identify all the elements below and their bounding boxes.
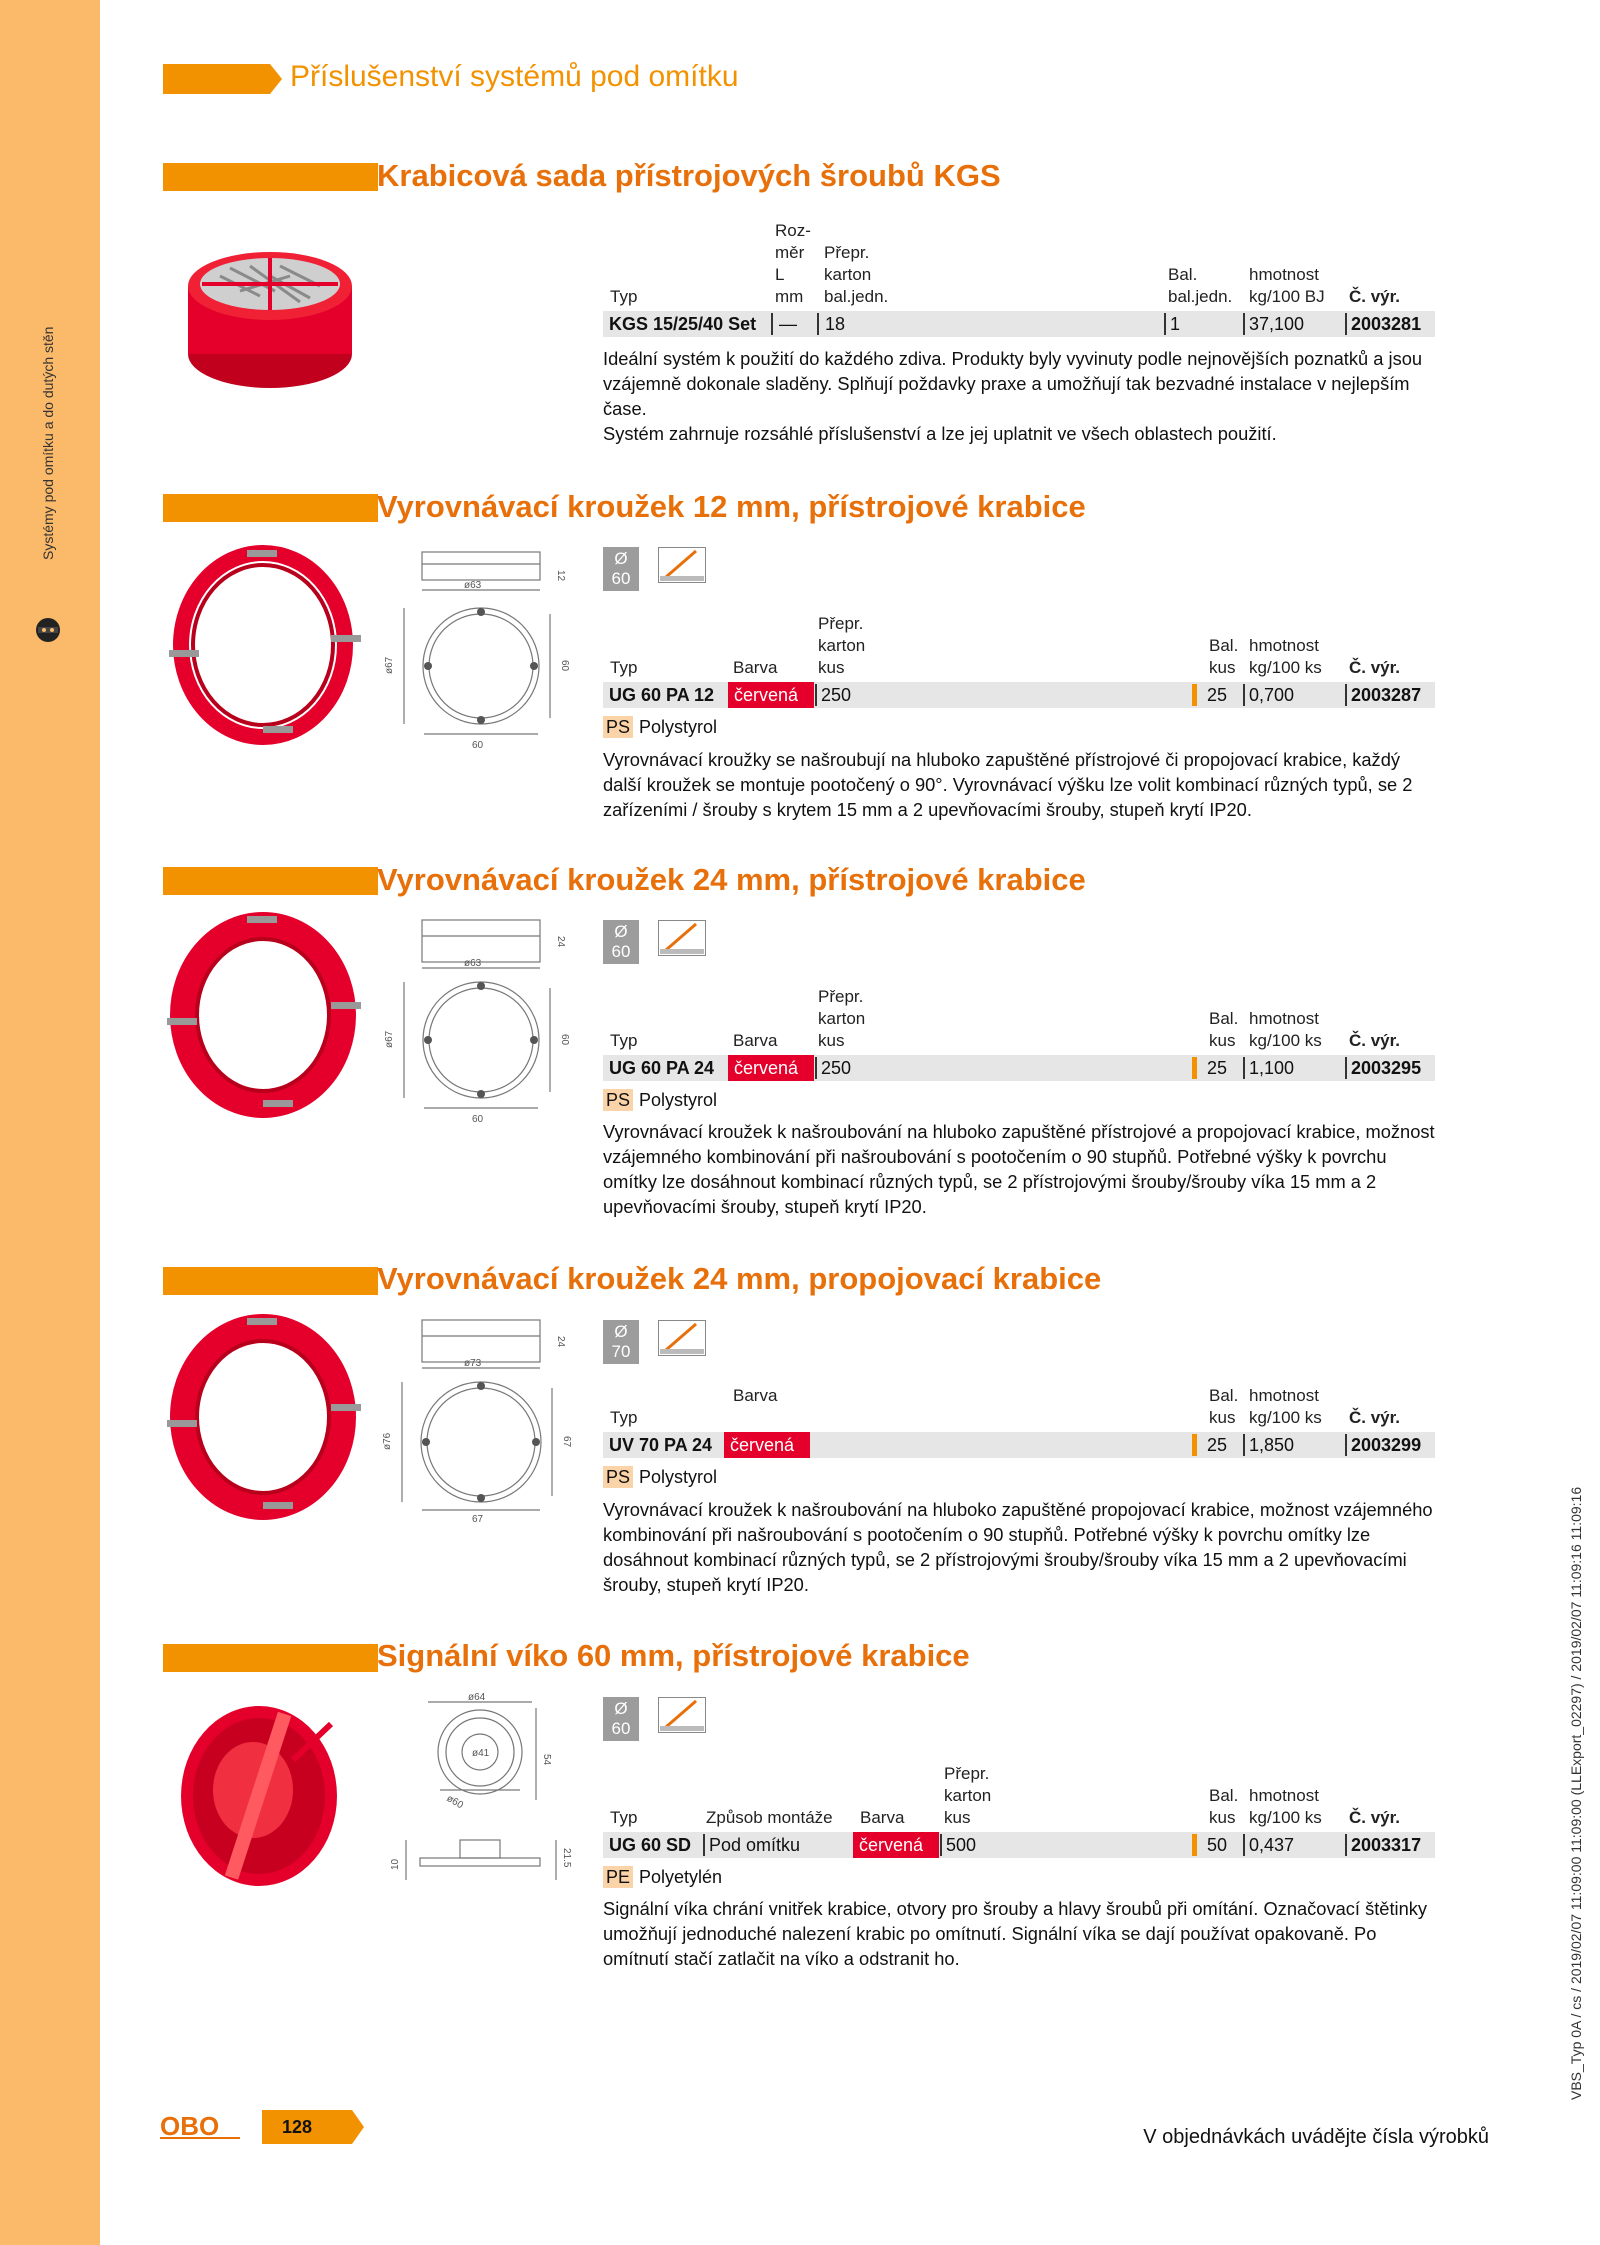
dim-height: 54 bbox=[541, 1754, 552, 1766]
dim-width: ø73 bbox=[464, 1358, 482, 1369]
cell-barva: červená bbox=[728, 682, 814, 708]
ring-24-junction-drawing bbox=[380, 1312, 580, 1522]
cell-barva: červená bbox=[853, 1832, 939, 1858]
socket-icon bbox=[34, 616, 62, 644]
table-row bbox=[603, 311, 1435, 337]
sidebar-label: Systémy pod omítku a do dutých stěn bbox=[40, 326, 56, 560]
header-hmotnost: hmotnost kg/100 BJ bbox=[1249, 265, 1325, 306]
header-cvyr: Č. výr. bbox=[1349, 1031, 1401, 1050]
cell-typ: UG 60 PA 12 bbox=[609, 685, 715, 705]
header-hmotnost: hmotnost kg/100 ks bbox=[1249, 1386, 1322, 1427]
header-typ: Typ bbox=[610, 1408, 638, 1427]
header-barva: Barva bbox=[733, 658, 778, 677]
flush-cert-icon bbox=[658, 547, 706, 583]
flush-cert-icon bbox=[658, 1697, 706, 1733]
header-cvyr: Č. výr. bbox=[1349, 287, 1401, 306]
section-title: Vyrovnávací kroužek 24 mm, propojovací krabice bbox=[377, 1261, 1102, 1296]
section-description: Vyrovnávací kroužky se našroubují na hluboko zapuštěné přístrojové či propojovací krabice, každý další kroužek se montuje pootočený o 90°. Vyrovnávací výšku lze volit kombinací různých typů, se 2 zařízeními / šrouby s krytem 15 mm a 2 upevňovacími šrouby, stupeň krytí IP20. bbox=[603, 749, 1413, 820]
section-description: Signální víka chrání vnitřek krabice, otvory pro šrouby a hlavy šroubů při omítání. Označovací štětinky umožňují jednoduché nalezení krabic po omítnutí. Signální víka se dají používat opakovaně. Po omítnutí stačí zatlačit na víko a odstranit ho. bbox=[603, 1898, 1428, 1969]
header-prepr: Přepr. karton kus bbox=[944, 1764, 992, 1827]
header-tab bbox=[163, 64, 270, 94]
table-row bbox=[603, 1432, 1435, 1458]
section-bar bbox=[163, 163, 378, 191]
section-bar bbox=[163, 494, 378, 522]
cell-typ: KGS 15/25/40 Set bbox=[609, 314, 757, 334]
dim-top: ø64 bbox=[468, 1692, 486, 1703]
material-tag: PS bbox=[603, 1089, 633, 1111]
header-hmotnost: hmotnost kg/100 ks bbox=[1249, 636, 1322, 677]
section-description: Vyrovnávací kroužek k našroubování na hluboko zapuštěné propojovací krabice, možnost vzájemného kombinování při našroubování s pootočením o 90 stupňů. Potřebné výšky k povrchu omítky lze dosáhnout kombinací různých typů, se 2 přístrojovými šrouby/šrouby víka 15 mm a 2 upevňovacími šrouby, stupeň krytí IP20. bbox=[603, 1499, 1433, 1595]
diameter-badge: Ø 70 bbox=[603, 1320, 639, 1364]
dim-width: ø63 bbox=[464, 958, 482, 969]
cell-montaz: Pod omítku bbox=[709, 1835, 801, 1855]
header-barva: Barva bbox=[733, 1031, 778, 1050]
header-hmotnost: hmotnost kg/100 ks bbox=[1249, 1009, 1322, 1050]
material-name: Polystyrol bbox=[639, 1467, 718, 1487]
signal-lid-drawing bbox=[380, 1690, 580, 1900]
flush-cert-icon bbox=[658, 1320, 706, 1356]
cell-prepr: 18 bbox=[825, 314, 846, 334]
cell-bal: 25 bbox=[1207, 1058, 1228, 1078]
cell-cvyr: 2003295 bbox=[1351, 1058, 1422, 1078]
dim-height: 24 bbox=[555, 936, 566, 948]
dim-side-a: 10 bbox=[390, 1858, 401, 1870]
header-cvyr: Č. výr. bbox=[1349, 1408, 1401, 1427]
section-bar bbox=[163, 1267, 378, 1295]
dim-inner: ø41 bbox=[472, 1748, 490, 1759]
ring-12-image bbox=[163, 540, 363, 750]
cell-hmotnost: 1,850 bbox=[1249, 1435, 1295, 1455]
header-montaz: Způsob montáže bbox=[706, 1808, 833, 1827]
diameter-badge: Ø 60 bbox=[603, 920, 639, 964]
material-name: Polyetylén bbox=[639, 1867, 723, 1887]
section-bar bbox=[163, 1644, 378, 1672]
section-title: Krabicová sada přístrojových šroubů KGS bbox=[377, 158, 1001, 193]
cell-bal: 1 bbox=[1170, 314, 1181, 334]
dim-outer: ø76 bbox=[382, 1432, 393, 1450]
header-typ: Typ bbox=[610, 1808, 638, 1827]
table-row bbox=[603, 1832, 1435, 1858]
cell-prepr: 250 bbox=[821, 685, 852, 705]
kgs-box-image bbox=[180, 236, 360, 396]
cell-barva: červená bbox=[728, 1055, 814, 1081]
header-bal: Bal. kus bbox=[1209, 1009, 1239, 1050]
header-rozmer: Roz- měr L mm bbox=[775, 221, 811, 306]
header-prepr: Přepr. karton bal.jedn. bbox=[824, 243, 889, 306]
header-bal: Bal. kus bbox=[1209, 636, 1239, 677]
section-description: Ideální systém k použití do každého zdiva. Produkty byly vyvinuty podle nejnovějších poznatků a jsou vzájemně dokonale sladěny. Splňují poždavky praxe a umožňují tak bezvadné instalace v nejlepším čase. Systém zahrnuje rozsáhlé příslušenství a lze jej uplatnit ve všech oblastech použití. bbox=[603, 348, 1423, 444]
dim-outer: ø67 bbox=[384, 656, 395, 674]
cell-typ: UG 60 PA 24 bbox=[609, 1058, 715, 1078]
header-cvyr: Č. výr. bbox=[1349, 658, 1401, 677]
section-title: Signální víko 60 mm, přístrojové krabice bbox=[377, 1638, 970, 1673]
cell-prepr: 500 bbox=[946, 1835, 977, 1855]
ring-12-drawing bbox=[380, 540, 580, 750]
table-row bbox=[603, 682, 1435, 708]
cell-hmotnost: 0,700 bbox=[1249, 685, 1295, 705]
section-description: Vyrovnávací kroužek k našroubování na hluboko zapuštěné přístrojové a propojovací krabice, možnost vzájemného kombinování při našroubování s pootočením o 90 stupňů. Potřebné výšky k povrchu omítky lze dosáhnout kombinací různých typů, se 2 přístrojovými šrouby/šrouby víka 15 mm a 2 upevňovacími šrouby, stupeň krytí IP20. bbox=[603, 1121, 1435, 1217]
header-typ: Typ bbox=[610, 658, 638, 677]
cell-rozmer: — bbox=[779, 314, 797, 334]
material-tag: PS bbox=[603, 1466, 633, 1488]
print-info: VBS_Typ 0A / cs / 2019/02/07 11:09:00 11:09:00 (LLExport_02297) / 2019/02/07 11:09:16 11:09:16 bbox=[1568, 1486, 1584, 2100]
cell-hmotnost: 1,100 bbox=[1249, 1058, 1295, 1078]
cell-cvyr: 2003317 bbox=[1351, 1835, 1422, 1855]
cell-bal: 50 bbox=[1207, 1835, 1228, 1855]
dim-height: 24 bbox=[555, 1336, 566, 1348]
cell-bal: 25 bbox=[1207, 1435, 1228, 1455]
page-number: 128 bbox=[262, 2110, 352, 2144]
cell-cvyr: 2003299 bbox=[1351, 1435, 1422, 1455]
cell-barva: červená bbox=[724, 1432, 810, 1458]
page-title: Příslušenství systémů pod omítku bbox=[290, 60, 739, 93]
dim-width: ø63 bbox=[464, 580, 482, 591]
header-bal: Bal. bal.jedn. bbox=[1168, 265, 1233, 306]
material-tag: PS bbox=[603, 716, 633, 738]
ring-24-junction-image bbox=[163, 1312, 363, 1522]
material-tag: PE bbox=[603, 1866, 633, 1888]
dim-inner: 60 bbox=[559, 1034, 570, 1046]
cell-hmotnost: 37,100 bbox=[1249, 314, 1305, 334]
flush-cert-icon bbox=[658, 920, 706, 956]
logo-text: OBO bbox=[160, 2113, 220, 2139]
dim-bottom: 60 bbox=[472, 740, 484, 750]
header-bal: Bal. kus bbox=[1209, 1786, 1239, 1827]
cell-cvyr: 2003281 bbox=[1351, 314, 1422, 334]
dim-outer: ø67 bbox=[384, 1030, 395, 1048]
obo-logo bbox=[160, 2113, 240, 2139]
header-barva: Barva bbox=[733, 1386, 778, 1405]
cell-prepr: 250 bbox=[821, 1058, 852, 1078]
section-bar bbox=[163, 867, 378, 895]
header-hmotnost: hmotnost kg/100 ks bbox=[1249, 1786, 1322, 1827]
dim-bottom: 67 bbox=[472, 1514, 484, 1522]
section-title: Vyrovnávací kroužek 12 mm, přístrojové krabice bbox=[377, 489, 1086, 524]
header-barva: Barva bbox=[860, 1808, 905, 1827]
material bbox=[603, 1866, 722, 1888]
diameter-badge: Ø 60 bbox=[603, 547, 639, 591]
ring-24-drawing bbox=[380, 912, 580, 1122]
diameter-badge: Ø 60 bbox=[603, 1697, 639, 1741]
material bbox=[603, 1466, 717, 1488]
dim-outer: ø60 bbox=[444, 1793, 465, 1812]
material bbox=[603, 1089, 717, 1111]
ring-24-image bbox=[163, 910, 363, 1120]
dim-side-b: 21.5 bbox=[561, 1848, 572, 1868]
header-typ: Typ bbox=[610, 1031, 638, 1050]
section-title: Vyrovnávací kroužek 24 mm, přístrojové krabice bbox=[377, 862, 1086, 897]
header-typ: Typ bbox=[610, 287, 638, 306]
dim-bottom: 60 bbox=[472, 1114, 484, 1122]
header-prepr: Přepr. karton kus bbox=[818, 614, 866, 677]
header-bal: Bal. kus bbox=[1209, 1386, 1239, 1427]
header-prepr: Přepr. karton kus bbox=[818, 987, 866, 1050]
dim-inner: 67 bbox=[561, 1436, 572, 1448]
material bbox=[603, 716, 717, 738]
header-cvyr: Č. výr. bbox=[1349, 1808, 1401, 1827]
table-row bbox=[603, 1055, 1435, 1081]
footer-note: V objednávkách uvádějte čísla výrobků bbox=[1143, 2126, 1489, 2148]
dim-height: 12 bbox=[555, 570, 566, 582]
cell-hmotnost: 0,437 bbox=[1249, 1835, 1295, 1855]
dim-inner: 60 bbox=[559, 660, 570, 672]
cell-typ: UV 70 PA 24 bbox=[609, 1435, 713, 1455]
material-name: Polystyrol bbox=[639, 717, 718, 737]
signal-lid-image bbox=[163, 1690, 363, 1900]
cell-typ: UG 60 SD bbox=[609, 1835, 692, 1855]
cell-cvyr: 2003287 bbox=[1351, 685, 1422, 705]
material-name: Polystyrol bbox=[639, 1090, 718, 1110]
cell-bal: 25 bbox=[1207, 685, 1228, 705]
